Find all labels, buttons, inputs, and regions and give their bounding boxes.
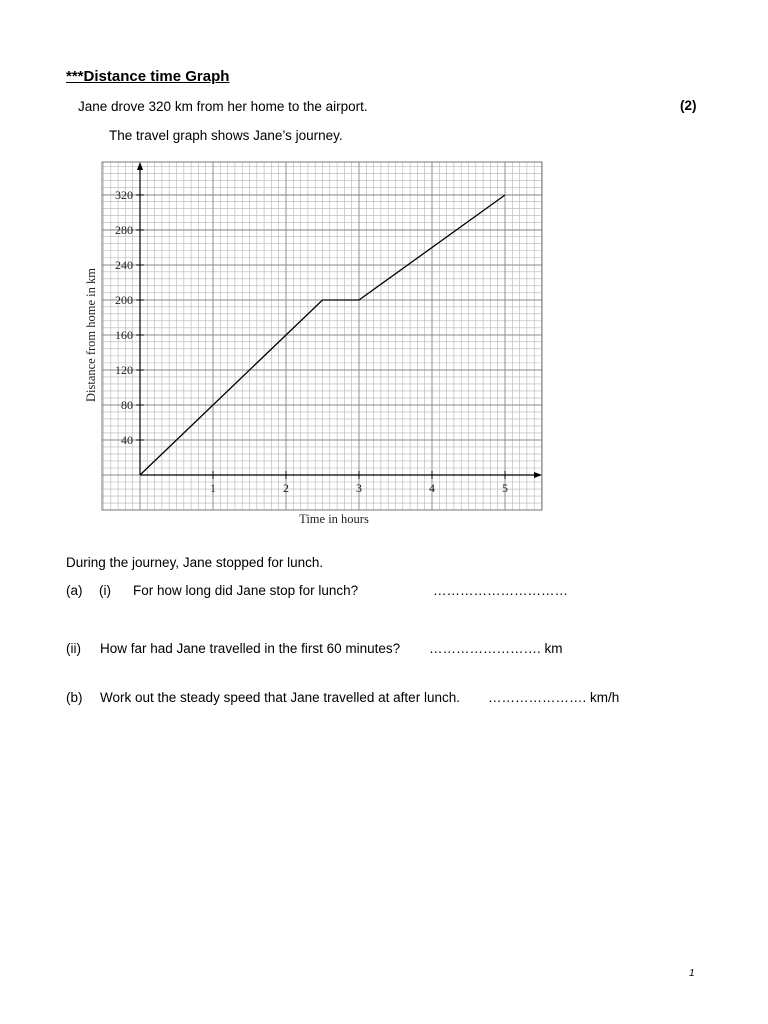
x-tick-label: 5 bbox=[502, 481, 508, 495]
question-a-label: (a) bbox=[66, 583, 83, 598]
question-b-text: Work out the steady speed that Jane travelled at after lunch. bbox=[100, 690, 460, 705]
question-a-ii-label: (ii) bbox=[66, 641, 81, 656]
page-number: 1 bbox=[689, 968, 695, 979]
y-tick-label: 80 bbox=[121, 398, 133, 412]
answer-line-a-i: ………………………… bbox=[433, 583, 568, 598]
lunch-statement: During the journey, Jane stopped for lunch. bbox=[66, 555, 324, 570]
question-b-label: (b) bbox=[66, 690, 83, 705]
x-tick-label: 1 bbox=[210, 481, 216, 495]
y-tick-label: 160 bbox=[115, 328, 133, 342]
question-a-i-label: (i) bbox=[99, 583, 111, 598]
question-a-ii-text: How far had Jane travelled in the first 60 minutes? bbox=[100, 641, 401, 656]
distance-time-graph bbox=[80, 155, 550, 535]
y-tick-label: 280 bbox=[115, 223, 133, 237]
x-tick-labels bbox=[210, 481, 508, 495]
y-tick-label: 40 bbox=[121, 433, 133, 447]
question-a-i-text: For how long did Jane stop for lunch? bbox=[133, 583, 359, 598]
x-tick-label: 4 bbox=[429, 481, 435, 495]
graph-axes bbox=[137, 162, 542, 478]
page-title: ***Distance time Graph bbox=[66, 68, 230, 85]
y-tick-label: 200 bbox=[115, 293, 133, 307]
y-axis-arrow bbox=[137, 162, 143, 170]
y-tick-label: 320 bbox=[115, 188, 133, 202]
marks-badge: (2) bbox=[680, 98, 697, 113]
y-axis-label: Distance from home in km bbox=[84, 268, 98, 402]
intro-line-2: The travel graph shows Jane’s journey. bbox=[109, 128, 343, 143]
y-tick-label: 120 bbox=[115, 363, 133, 377]
answer-line-a-ii: ……………………. km bbox=[429, 641, 563, 656]
grid-minor-lines bbox=[102, 162, 542, 510]
y-tick-label: 240 bbox=[115, 258, 133, 272]
x-tick-label: 3 bbox=[356, 481, 362, 495]
y-tick-labels bbox=[115, 188, 133, 447]
x-axis-arrow bbox=[534, 472, 542, 478]
x-tick-label: 2 bbox=[283, 481, 289, 495]
x-axis-label: Time in hours bbox=[299, 512, 369, 526]
answer-line-b: …………………. km/h bbox=[488, 690, 620, 705]
intro-line-1: Jane drove 320 km from her home to the airport. bbox=[78, 99, 368, 114]
